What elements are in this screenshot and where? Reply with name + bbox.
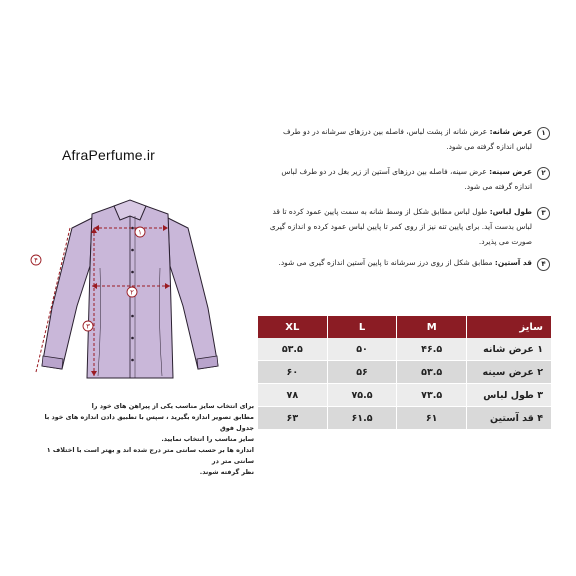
diagram-marker-1 bbox=[135, 227, 145, 237]
guide-text-2: عرض سینه، فاصله بین درزهای آستین از زیر بغل در دو طرف لباس اندازه گرفته می شود. bbox=[281, 167, 532, 191]
row-label: ۲ عرض سینه bbox=[466, 361, 551, 384]
shirt-right-sleeve bbox=[168, 218, 218, 369]
guide-title-3: طول لباس: bbox=[489, 207, 532, 216]
cell-l: ۵۰ bbox=[327, 338, 397, 361]
guide-item-sleeve bbox=[268, 255, 550, 270]
guide-title-1: عرض شانه: bbox=[489, 127, 532, 136]
guide-text-4: مطابق شکل از روی درز سرشانه تا پایین آستین اندازه گیری می شود. bbox=[278, 258, 493, 267]
header-m: M bbox=[396, 316, 466, 338]
cell-xl: ۵۳.۵ bbox=[257, 338, 327, 361]
size-table bbox=[257, 316, 551, 430]
diagram-label-2: ۲ bbox=[130, 288, 134, 297]
brand-logo-text: AfraPerfume.ir bbox=[62, 147, 156, 163]
cell-m: ۷۳.۵ bbox=[396, 384, 466, 407]
note-line-4: اندازه ها بر حسب سانتی متر درج شده اند و بهتر است با اختلاف ۱ سانتی متر در bbox=[46, 446, 254, 465]
table-row bbox=[257, 361, 551, 384]
header-size: سایز bbox=[466, 316, 551, 338]
guide-number-3: ۳ bbox=[537, 207, 550, 220]
guide-title-2: عرض سینه: bbox=[489, 167, 532, 176]
row-label: ۱ عرض شانه bbox=[466, 338, 551, 361]
row-label: ۳ طول لباس bbox=[466, 384, 551, 407]
guide-number-1: ۱ bbox=[537, 127, 550, 140]
guide-item-chest bbox=[268, 164, 550, 194]
cell-xl: ۶۰ bbox=[257, 361, 327, 384]
guide-number-4: ۴ bbox=[537, 258, 550, 271]
diagram-label-1: ۱ bbox=[138, 228, 142, 237]
shirt-diagram bbox=[22, 188, 238, 388]
cell-xl: ۷۸ bbox=[257, 384, 327, 407]
note-line-5: نظر گرفته شوند. bbox=[199, 468, 254, 476]
guide-item-length bbox=[268, 204, 550, 249]
guide-title-4: قد آستین: bbox=[494, 258, 532, 267]
cell-m: ۶۱ bbox=[396, 407, 466, 430]
cell-l: ۵۶ bbox=[327, 361, 397, 384]
cell-m: ۴۶.۵ bbox=[396, 338, 466, 361]
shirt-left-sleeve bbox=[42, 218, 92, 369]
cell-l: ۶۱.۵ bbox=[327, 407, 397, 430]
guide-item-shoulder bbox=[268, 124, 550, 154]
size-table-header bbox=[257, 316, 551, 338]
table-row bbox=[257, 338, 551, 361]
note-line-1: برای انتخاب سایز مناسب یکی از پیراهن های خود را bbox=[91, 402, 254, 410]
note-line-2: مطابق تصویر اندازه بگیرید ، سپس با تطبیق دادن اندازه های خود با جدول فوق bbox=[44, 413, 254, 432]
diagram-marker-3 bbox=[83, 321, 93, 331]
cell-l: ۷۵.۵ bbox=[327, 384, 397, 407]
guide-text-3: طول لباس مطابق شکل از وسط شانه به سمت پایین عمود کرده تا قد لباس بدست آید. برای پایین تنه نیز از روی کمر تا پایین لباس عمود کرده و اندازه گیری صورت می پذیرد. bbox=[269, 207, 532, 246]
diagram-label-4: ۴ bbox=[34, 256, 38, 265]
diagram-marker-4 bbox=[31, 255, 41, 265]
note-line-3: سایز مناسب را انتخاب نمایید. bbox=[161, 435, 254, 443]
table-row bbox=[257, 407, 551, 430]
diagram-label-3: ۳ bbox=[86, 322, 90, 331]
guide-number-2: ۲ bbox=[537, 167, 550, 180]
diagram-marker-2 bbox=[127, 287, 137, 297]
cell-m: ۵۳.۵ bbox=[396, 361, 466, 384]
cell-xl: ۶۳ bbox=[257, 407, 327, 430]
row-label: ۴ قد آستین bbox=[466, 407, 551, 430]
table-row bbox=[257, 384, 551, 407]
header-l: L bbox=[327, 316, 397, 338]
size-note bbox=[40, 401, 254, 478]
header-xl: XL bbox=[257, 316, 327, 338]
guide-text-1: عرض شانه از پشت لباس، فاصله بین درزهای سرشانه در دو طرف لباس اندازه گرفته می شود. bbox=[282, 127, 532, 151]
